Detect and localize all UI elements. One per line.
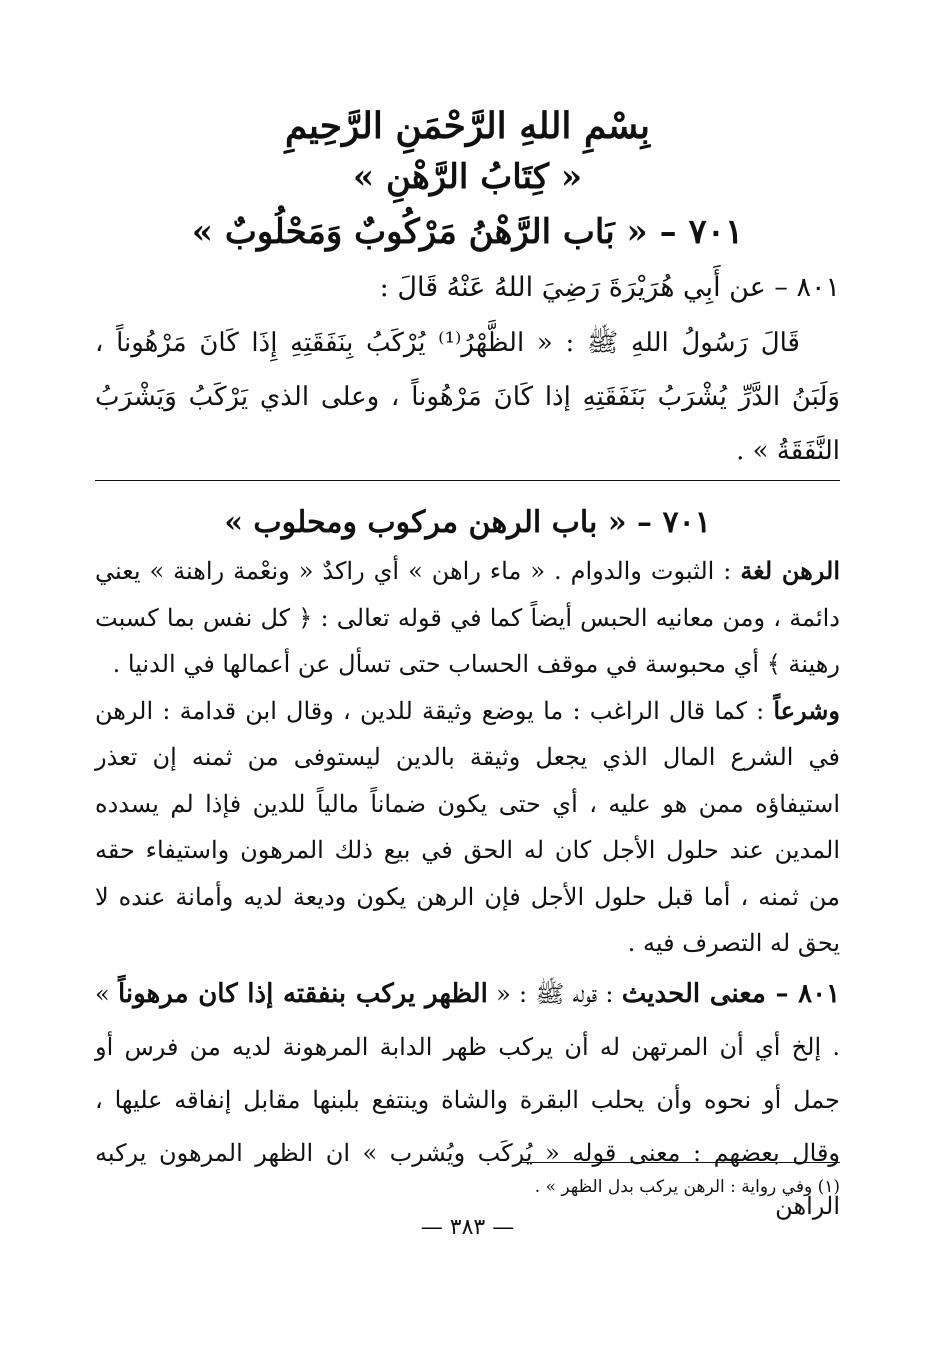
hadith-text: قَالَ رَسُولُ اللهِ ﷺ : « الظَّهْرُ⁽¹⁾ يُرْكَبُ بِنَفَقَتِهِ إِذَا كَانَ مَرْهُوناً ، وَلَبَنُ الدَّرِّ يُشْرَبُ بَنَفَقَتِهِ إذا كَانَ مَرْهُوناً ، وعلى الذي يَرْكَبُ وَيَشْرَبُ النَّفَقَةُ » . [95, 328, 840, 466]
term-language: الرهن لغة [740, 556, 840, 585]
commentary-paragraph-language [95, 548, 840, 688]
commentary-title: ٧٠١ – « باب الرهن مركوب ومحلوب » [224, 505, 711, 540]
basmala: بِسْمِ اللهِ الرَّحْمَنِ الرَّحِيمِ [284, 105, 651, 147]
chapter-heading: ٧٠١ – « بَاب الرَّهْنُ مَرْكُوبٌ وَمَحْلُوبٌ » [191, 212, 744, 252]
meaning-text-part2: » . إلخ أي أن المرتهن له أن يركب ظهر الدابة المرهونة لديه من فرس أو جمل أو نحوه وأن يحلب البقرة والشاة وينتفع بلبنها مقابل إنفاقه عليها ، وقال بعضهم : معنى قوله « يُركَب ويُشرب » ان الظهر المرهون يركبه الراهن [95, 980, 840, 1220]
meaning-heading: ٨٠١ – معنى الحديث [621, 979, 841, 1009]
commentary-body [95, 548, 840, 967]
page-number: — ٣٨٣ — [420, 1215, 515, 1240]
footnote-divider [520, 1162, 840, 1163]
footnote: (١) وفي رواية : الرهن يركب بدل الظهر » . [534, 1177, 840, 1197]
meaning-text-part1: : قوله ﷺ : « [487, 980, 622, 1008]
book-title: « كِتَابُ الرَّهْنِ » [352, 157, 583, 197]
term-legal: وشرعاً [773, 695, 840, 725]
commentary-paragraph-legal [95, 688, 840, 967]
hadith-intro: ٨٠١ – عن أَبِي هُرَيْرَةَ رَضِيَ اللهُ عَنْهُ قَالَ : [379, 272, 840, 303]
language-definition: : الثبوت والدوام . « ماء راهن » أي راكدٌ « ونعْمة راهنة » يعني دائمة ، ومن معانيه الحبس أيضاً كما في قوله تعالى : ﴿ كل نفس بما كسبت رهينة ﴾ أي محبوسة في موقف الحساب حتى تسأل عن أعمالها في الدنيا . [95, 557, 840, 678]
meaning-quote: الظهر يركب بنفقته إذا كان مرهوناً [117, 979, 488, 1009]
legal-definition: : كما قال الراغب : ما يوضع وثيقة للدين ، وقال ابن قدامة : الرهن في الشرع المال الذي يجعل وثيقة بالدين ليستوفى من ثمنه إن تعذر استيفاؤه ممن هو عليه ، أي حتى يكون ضماناً مالياً للدين فإذا لم يسدده المدين عند حلول الأجل كان له الحق في بيع ذلك المرهون واستيفاء حقه من ثمنه ، أما قبل حلول الأجل فإن الرهن يكون وديعة لديه وأمانة عنده لا يحق له التصرف فيه . [95, 696, 840, 957]
section-divider [95, 480, 840, 481]
